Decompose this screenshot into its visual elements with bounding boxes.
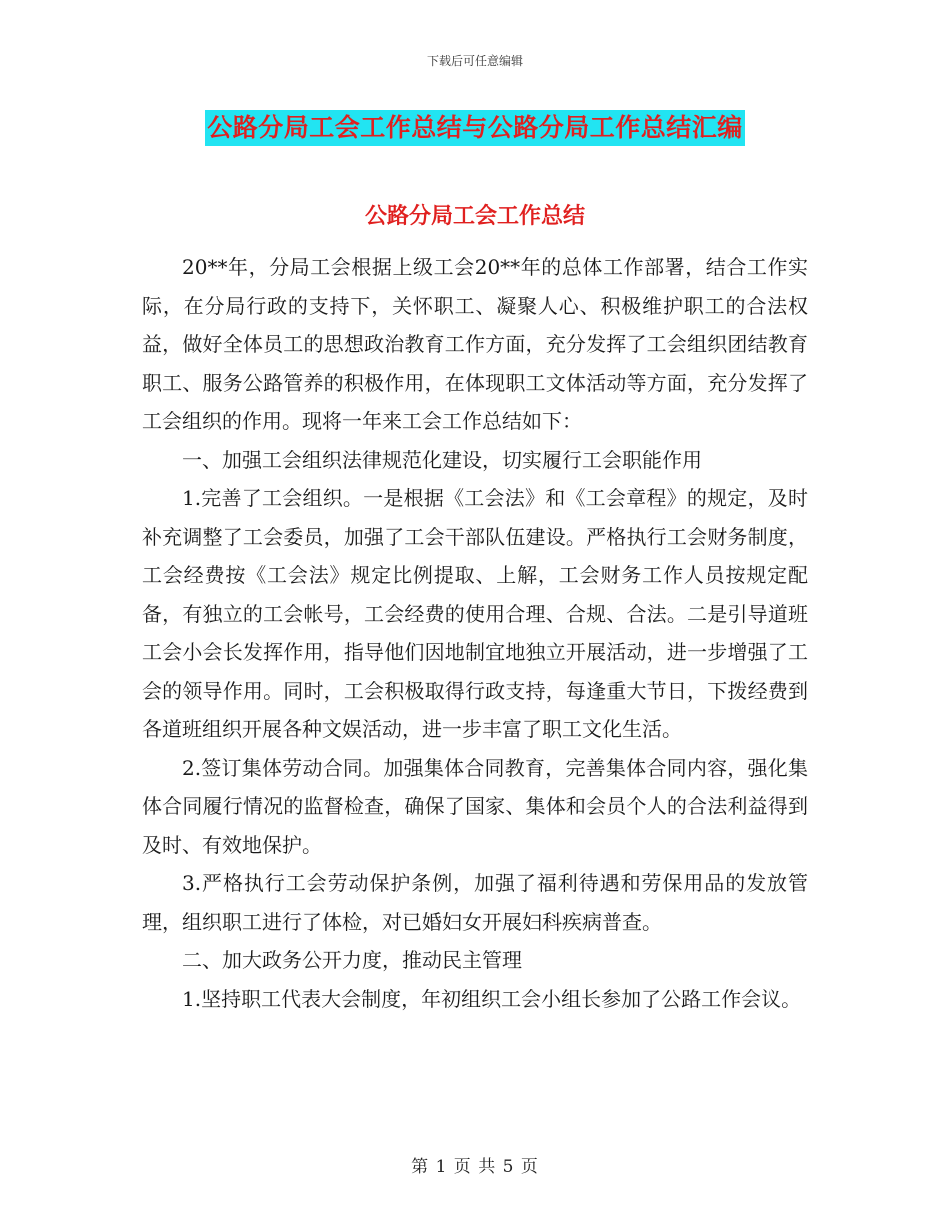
document-body — [142, 248, 808, 1018]
paragraph-item-1-1: 1.完善了工会组织。一是根据《工会法》和《工会章程》的规定，及时补充调整了工会委员，加强了工会干部队伍建设。严格执行工会财务制度，工会经费按《工会法》规定比例提取、上解，工会财务工作人员按规定配备，有独立的工会帐号，工会经费的使用合理、合规、合法。二是引导道班工会小会长发挥作用，指导他们因地制宜地独立开展活动，进一步增强了工会的领导作用。同时，工会积极取得行政支持，每逢重大节日，下拨经费到各道班组织开展各种文娱活动，进一步丰富了职工文化生活。 — [142, 486, 808, 741]
header-note: 下载后可任意编辑 — [426, 54, 523, 68]
main-title-container — [0, 110, 950, 146]
paragraph-item-1-2: 2.签订集体劳动合同。加强集体合同教育，完善集体合同内容，强化集体合同履行情况的监督检查，确保了国家、集体和会员个人的合法利益得到及时、有效地保护。 — [142, 755, 808, 857]
main-title: 公路分局工会工作总结与公路分局工作总结汇编 — [205, 110, 745, 146]
paragraph-intro: 20**年，分局工会根据上级工会20**年的总体工作部署，结合工作实际，在分局行政的支持下，关怀职工、凝聚人心、积极维护职工的合法权益，做好全体员工的思想政治教育工作方面，充分发挥了工会组织团结教育职工、服务公路管养的积极作用，在体现职工文体活动等方面，充分发挥了工会组织的作用。现将一年来工会工作总结如下： — [142, 255, 808, 433]
paragraph-item-1-3: 3.严格执行工会劳动保护条例，加强了福利待遇和劳保用品的发放管理，组织职工进行了体检，对已婚妇女开展妇科疾病普查。 — [142, 871, 808, 934]
section-title: 公路分局工会工作总结 — [364, 204, 585, 229]
heading-section-1: 一、加强工会组织法律规范化建设，切实履行工会职能作用 — [182, 447, 702, 472]
paragraph-item-2-1: 1.坚持职工代表大会制度，年初组织工会小组长参加了公路工作会议。 — [182, 986, 802, 1011]
heading-section-2: 二、加大政务公开力度，推动民主管理 — [182, 948, 522, 972]
page-number-footer: 第 1 页 共 5 页 — [411, 1157, 539, 1177]
